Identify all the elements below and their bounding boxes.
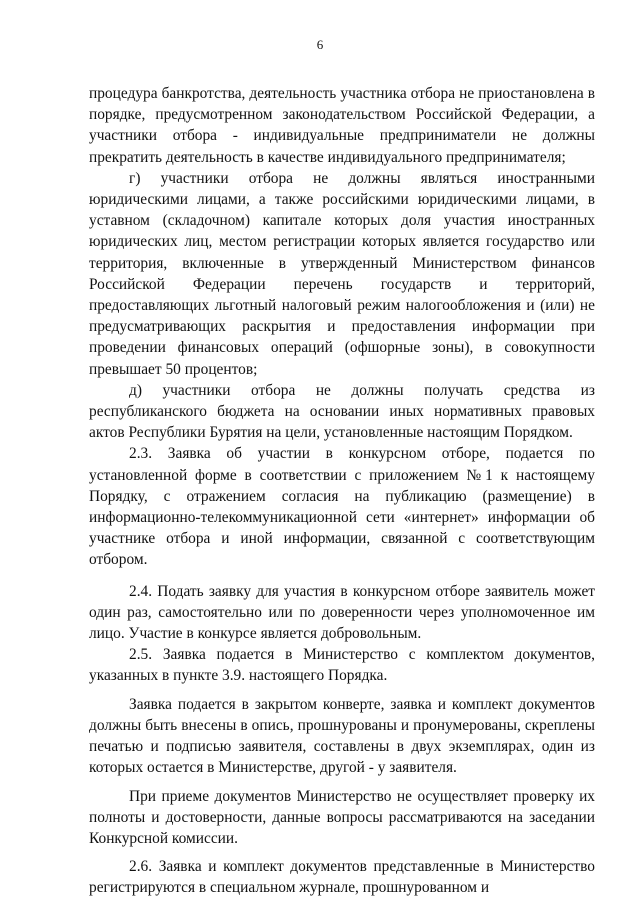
paragraph-item-d: д) участники отбора не должны получать средства из республиканского бюджета на основании иных нормативных правовых актов Республики Бурятия на цели, установленные настоящим Порядком. bbox=[89, 381, 595, 442]
paragraph-item-g: г) участники отбора не должны являться иностранными юридическими лицами, а также российскими юридическими лицами, в уставном (складочном) капитале которых доля участия иностранных юридических лиц, местом регистрации которых является государство или территория, включенные в утвержденный Министерством финансов Российской Федерации перечень государств и территорий, предоставляющих льготный налоговый режим налогообложения и (или) не предусматривающих раскрытия и предоставления информации при проведении финансовых операций (офшорные зоны), в совокупности превышает 50 процентов; bbox=[89, 169, 595, 378]
paragraph-2-6: 2.6. Заявка и комплект документов представленные в Министерство регистрируются в специальном журнале, прошнурованном и bbox=[89, 858, 595, 897]
paragraph-2-5: 2.5. Заявка подается в Министерство с комплектом документов, указанных в пункте 3.9. настоящего Порядка. bbox=[89, 646, 595, 685]
paragraph-2-3: 2.3. Заявка об участии в конкурсном отборе, подается по установленной форме в соответствии с приложением №1 к настоящему Порядку, с отражением согласия на публикацию (размещение) в информационно-телекоммуникационной сети «интернет» информации об участнике отбора и иной информации, связанной с соответствующим отбором. bbox=[89, 445, 595, 569]
paragraph-bankruptcy-continuation: процедура банкротства, деятельность участника отбора не приостановлена в порядке, предусмотренном законодательством Российской Федерации, а участники отбора - индивидуальные предприниматели не должны прекратить деятельность в качестве индивидуального предпринимателя; bbox=[89, 85, 595, 166]
document-body bbox=[89, 83, 595, 899]
page-number: 6 bbox=[316, 37, 324, 52]
paragraph-envelope: Заявка подается в закрытом конверте, заявка и комплект документов должны быть внесены в опись, прошнурованы и пронумерованы, скреплены печатью и подписью заявителя, составлены в двух экземплярах, один из которых остается в Министерстве, другой - у заявителя. bbox=[89, 695, 595, 777]
paragraph-document-check: При приеме документов Министерство не осуществляет проверку их полноты и достоверности, данные вопросы рассматриваются на заседании Конкурсной комиссии. bbox=[89, 787, 595, 847]
paragraph-2-4: 2.4. Подать заявку для участия в конкурсном отборе заявитель может один раз, самостоятельно или по доверенности через уполномоченное им лицо. Участие в конкурсе является добровольным. bbox=[89, 582, 595, 643]
